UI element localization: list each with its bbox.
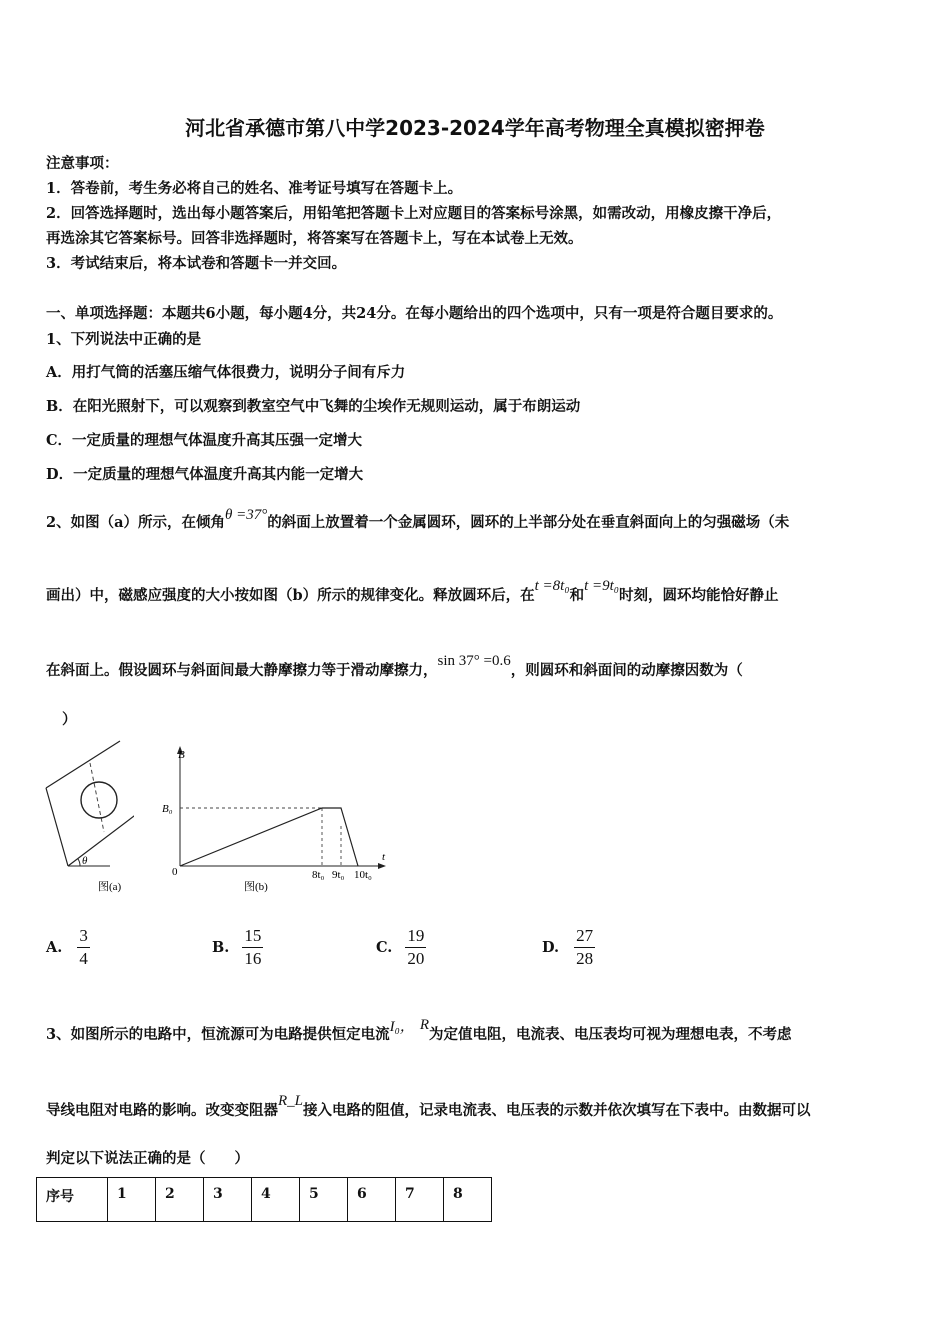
fraction-denominator: 4: [79, 949, 88, 968]
tick-label: 10t₀: [354, 869, 372, 881]
notice-item: 再选涂其它答案标号。回答非选择题时，将答案写在答题卡上，写在本试卷上无效。: [46, 230, 583, 247]
table-cell: 4: [252, 1178, 300, 1222]
q3-text: 为定值电阻，电流表、电压表均可视为理想电表，不考虑: [429, 1026, 792, 1043]
q2-line-1: [46, 507, 790, 532]
q2-line-3: [46, 653, 743, 680]
notice-item: 1．答卷前，考生务必将自己的姓名、准考证号填写在答题卡上。: [46, 180, 463, 197]
fraction-denominator: 28: [576, 949, 594, 968]
incline-top-edge: [46, 741, 120, 788]
table-cell: 3: [204, 1178, 252, 1222]
table-cell: 5: [300, 1178, 348, 1222]
metal-ring: [81, 782, 117, 818]
table-cell: 8: [444, 1178, 492, 1222]
figure-a-incline: [44, 738, 134, 898]
notice-item: 2．回答选择题时，选出每小题答案后，用铅笔把答题卡上对应题目的答案标号涂黑，如需改动，用橡皮擦干净后，: [46, 205, 782, 222]
q3-line-1: [46, 1017, 792, 1044]
incline-side-left: [46, 788, 68, 866]
q3-current-math: I₀，: [389, 1019, 415, 1035]
x-axis-arrow: [378, 863, 386, 869]
data-table: [36, 1177, 492, 1222]
figure-b-graph: [160, 742, 396, 902]
q3-line-3: 判定以下说法正确的是（ ）: [46, 1150, 249, 1167]
fraction-numerator: 19: [405, 925, 426, 948]
q3-text: 3、如图所示的电路中，恒流源可为电路提供恒定电流: [46, 1026, 390, 1043]
q2-time-math-2: t =9t₀: [584, 578, 619, 594]
q2-line-4: ）: [62, 711, 77, 728]
choice-label: C.: [376, 939, 393, 956]
q2-choice-a: [46, 925, 90, 970]
figure-b-caption: 图(b): [244, 881, 268, 893]
q3-text: 导线电阻对电路的影响。改变变阻器: [46, 1102, 278, 1119]
b0-label: B₀: [162, 803, 173, 815]
section-heading: 一、单项选择题：本题共6小题，每小题4分，共24分。在每小题给出的四个选项中，只有一项是符合题目要求的。: [46, 305, 783, 322]
tick-label: 8t₀: [312, 869, 325, 881]
q1-option-a: A．用打气筒的活塞压缩气体很费力，说明分子间有斥力: [46, 364, 406, 381]
table-cell: 2: [156, 1178, 204, 1222]
q2-sin-math: sin 37° =0.6: [437, 653, 511, 669]
table-cell: 序号: [37, 1178, 108, 1222]
x-axis-label: t: [382, 851, 386, 863]
q2-angle-math: θ =37°: [224, 507, 268, 523]
choice-label: D.: [542, 939, 560, 956]
q2-choice-c: [376, 925, 426, 970]
angle-label: θ: [82, 855, 88, 867]
q3-text: 接入电路的阻值，记录电流表、电压表的示数并依次填写在下表中。由数据可以: [303, 1102, 811, 1119]
q3-resistor-math: R: [419, 1017, 430, 1033]
q2-text: 的斜面上放置着一个金属圆环，圆环的上半部分处在垂直斜面向上的匀强磁场（未: [267, 514, 790, 531]
fraction-denominator: 16: [244, 949, 262, 968]
fraction-numerator: 27: [574, 925, 595, 948]
choice-label: B.: [212, 939, 230, 956]
q2-text: 和: [569, 587, 585, 604]
table-cell: 7: [396, 1178, 444, 1222]
b-curve: [180, 808, 358, 866]
q2-time-math-1: t =8t₀: [534, 578, 570, 594]
question-1-stem: 1、下列说法中正确的是: [46, 331, 202, 348]
q2-line-2: [46, 578, 779, 605]
q1-option-c: C．一定质量的理想气体温度升高其压强一定增大: [46, 432, 363, 449]
fraction-denominator: 20: [407, 949, 425, 968]
q3-line-2: [46, 1093, 811, 1120]
choice-label: A.: [46, 939, 63, 956]
table-cell: 1: [108, 1178, 156, 1222]
table-row: [37, 1178, 492, 1222]
q1-option-d: D．一定质量的理想气体温度升高其内能一定增大: [46, 466, 364, 483]
table-cell: 6: [348, 1178, 396, 1222]
q2-text: 2、如图（a）所示，在倾角: [46, 514, 225, 531]
tick-label: 9t₀: [332, 869, 345, 881]
notice-item: 3．考试结束后，将本试卷和答题卡一并交回。: [46, 255, 347, 272]
notice-heading: 注意事项：: [46, 155, 119, 172]
q1-option-b: B．在阳光照射下，可以观察到教室空气中飞舞的尘埃作无规则运动，属于布朗运动: [46, 398, 581, 415]
q2-text: 时刻，圆环均能恰好静止: [618, 587, 779, 604]
q3-rheostat-math: R_L: [278, 1093, 304, 1109]
fraction-numerator: 15: [242, 925, 263, 948]
q2-text: ，则圆环和斜面间的动摩擦因数为（: [510, 662, 743, 679]
fraction-numerator: 3: [77, 925, 90, 948]
angle-arc: [78, 859, 80, 866]
field-boundary-dashed: [90, 763, 104, 832]
q2-choice-d: [542, 925, 595, 970]
y-axis-label: B: [178, 749, 185, 761]
figure-a-caption: 图(a): [98, 881, 122, 893]
page-title: 河北省承德市第八中学2023-2024学年高考物理全真模拟密押卷: [185, 116, 765, 140]
q2-choice-b: [212, 925, 263, 970]
q2-text: 在斜面上。假设圆环与斜面间最大静摩擦力等于滑动摩擦力，: [46, 662, 438, 679]
origin-label: 0: [172, 866, 178, 878]
q2-text: 画出）中，磁感应强度的大小按如图（b）所示的规律变化。释放圆环后，在: [46, 587, 535, 604]
